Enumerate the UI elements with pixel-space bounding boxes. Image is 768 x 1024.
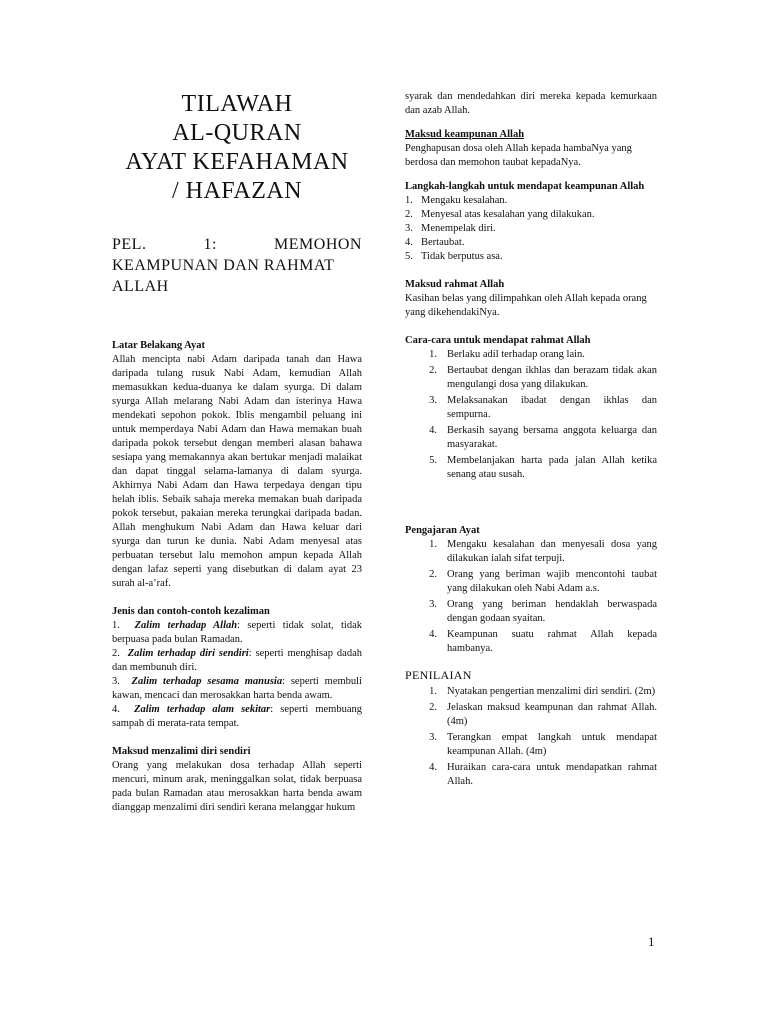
title-line: AL-QURAN [172, 120, 302, 146]
list-item: 1. Nyatakan pengertian menzalimi diri sendiri. (2m) [429, 686, 656, 697]
list-item: 3. Orang yang beriman hendaklah berwaspada dengan godaan syaitan. [429, 599, 657, 624]
title-line: TILAWAH [181, 91, 293, 117]
continued-text: syarak dan mendedahkan diri mereka kepada kemurkaan dan azab Allah. [405, 91, 657, 116]
lesson-title-line3: ALLAH [112, 278, 169, 295]
latar-text: Allah mencipta nabi Adam daripada tanah dan Hawa daripada tulang rusuk Nabi Adam, kemudian Allah memasukkan kedua-duanya ke dalam syurga. Di dalam syurga Allah melarang Nabi Adam dan isterinya Hawa mendekati sepohon pokok. Iblis mengambil peluang ini untuk memperdaya Nabi Adam dan Hawa memakan buah daripada pokok tersebut dengan memberi alasan bahawa sesiapa yang memakannya akan bertukar menjadi malaikat dan dapat tinggal selama-lamanya di dalam syurga. Akhirnya Nabi Adam dan Hawa terpedaya dengan tipu helah iblis. Sebaik sahaja mereka memakan buah daripada pokok tersebut, pakaian mereka terungkai daripada badan. Allah menghukum Nabi Adam dan Hawa keluar dari syurga dan turun ke dunia. Nabi Adam menyesal atas perbuatan tersebut lalu memohon ampun kepada Allah dengan lafaz seperti yang disebutkan di dalam ayat 23 surah al-a’raf. [112, 354, 362, 589]
lesson-label: PEL. [112, 236, 147, 253]
left-column [112, 90, 362, 815]
penilaian-list [405, 685, 657, 789]
cara-heading: Cara-cara untuk mendapat rahmat Allah [405, 335, 591, 346]
jenis-list [112, 619, 362, 731]
list-item: 2. Jelaskan maksud keampunan dan rahmat Allah. (4m) [429, 702, 657, 727]
lesson-title-line1 [112, 234, 362, 255]
list-item: 3. Menempelak diri. [405, 223, 496, 234]
list-item: 4. Bertaubat. [405, 237, 465, 248]
list-item: 5. Tidak berputus asa. [405, 251, 503, 262]
pengajaran-heading: Pengajaran Ayat [405, 525, 480, 536]
list-item: 1. Mengaku kesalahan. [405, 195, 508, 206]
cara-list [405, 348, 657, 482]
lesson-title [112, 234, 362, 297]
lesson-word: MEMOHON [274, 236, 362, 253]
list-item: 4. Berkasih sayang bersama anggota keluarga dan masyarakat. [429, 425, 657, 450]
list-item: 1. Zalim terhadap Allah: seperti tidak solat, tidak berpuasa pada bulan Ramadan. [112, 620, 362, 645]
page-number: 1 [648, 934, 655, 949]
lesson-title-line2: KEAMPUNAN DAN RAHMAT [112, 257, 335, 274]
list-item: 2. Menyesal atas kesalahan yang dilakukan. [405, 209, 595, 220]
title-line: AYAT KEFAHAMAN [125, 149, 349, 175]
penilaian-heading: PENILAIAN [405, 668, 472, 682]
pengajaran-list [405, 538, 657, 656]
langkah-list [405, 194, 657, 264]
right-column [405, 90, 657, 791]
list-item: 2. Zalim terhadap diri sendiri: seperti menghisap dadah dan membunuh diri. [112, 648, 363, 673]
list-item: 2. Orang yang beriman wajib mencontohi taubat yang dilakukan oleh Nabi Adam a.s. [429, 569, 657, 594]
list-item: 5. Membelanjakan harta pada jalan Allah ketika senang atau susah. [429, 455, 657, 480]
list-item: 1. Berlaku adil terhadap orang lain. [429, 349, 585, 360]
list-item: 3. Melaksanakan ibadat dengan ikhlas dan sempurna. [429, 395, 657, 420]
jenis-heading: Jenis dan contoh-contoh kezaliman [112, 606, 270, 617]
list-item: 1. Mengaku kesalahan dan menyesali dosa yang dilakukan ialah sifat terpuji. [429, 539, 657, 564]
keampunan-heading: Maksud keampunan Allah [405, 129, 525, 140]
latar-heading: Latar Belakang Ayat [112, 340, 205, 351]
list-item: 3. Terangkan empat langkah untuk mendapat keampunan Allah. (4m) [429, 732, 657, 757]
keampunan-text: Penghapusan dosa oleh Allah kepada hambaNya yang berdosa dan memohon taubat kepadaNya. [405, 143, 632, 168]
title-line: / HAFAZAN [171, 178, 303, 204]
menzalimi-text: Orang yang melakukan dosa terhadap Allah seperti mencuri, minum arak, meninggalkan solat, tidak berpuasa pada bulan Ramadan atau merosakkan harta benda awam dianggap menzalimi diri sendiri kerana melanggar hukum [112, 760, 362, 813]
list-item: 4. Huraikan cara-cara untuk mendapatkan rahmat Allah. [429, 762, 657, 787]
list-item: 4. Keampunan suatu rahmat Allah kepada hambanya. [429, 629, 657, 654]
lesson-number: 1: [203, 236, 217, 253]
list-item: 3. Zalim terhadap sesama manusia: seperti membuli kawan, mencaci dan merosakkan harta benda awam. [112, 676, 362, 701]
list-item: 4. Zalim terhadap alam sekitar: seperti membuang sampah di merata-rata tempat. [112, 704, 363, 729]
menzalimi-heading: Maksud menzalimi diri sendiri [112, 746, 251, 757]
rahmat-text: Kasihan belas yang dilimpahkan oleh Allah kepada orang yang dikehendakiNya. [405, 293, 647, 318]
document-title [112, 90, 362, 206]
rahmat-heading: Maksud rahmat Allah [405, 279, 505, 290]
list-item: 2. Bertaubat dengan ikhlas dan berazam tidak akan mengulangi dosa yang dilakukan. [429, 365, 657, 390]
langkah-heading: Langkah-langkah untuk mendapat keampunan Allah [405, 181, 645, 192]
